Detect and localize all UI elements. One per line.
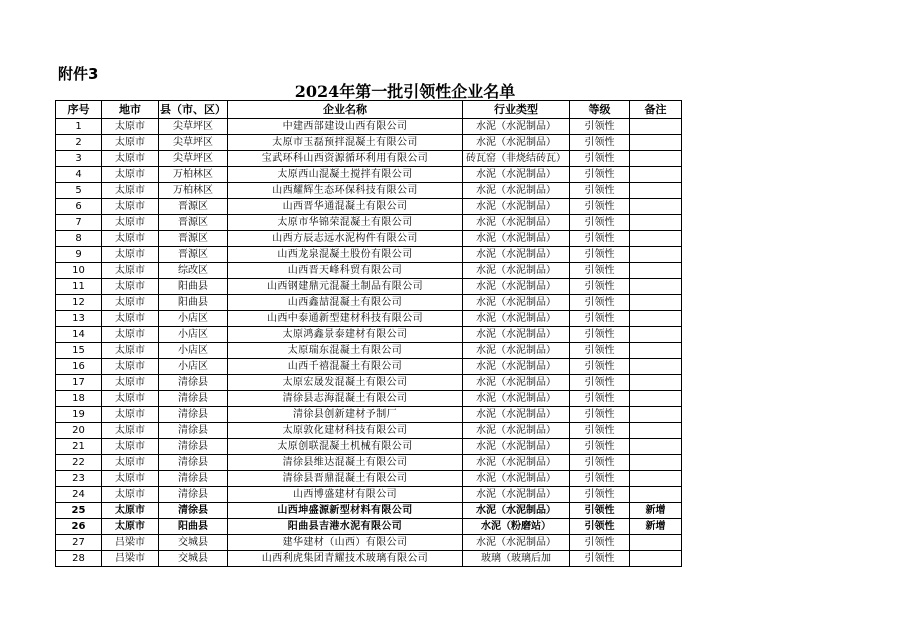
cell-county: 清徐县 <box>159 407 228 423</box>
cell-county: 清徐县 <box>159 375 228 391</box>
table-row <box>56 231 682 247</box>
page-title: 2024年第一批引领性企业名单 <box>294 82 516 101</box>
cell-company: 山西利虎集团青耀技术玻璃有限公司 <box>228 551 463 567</box>
table-row <box>56 327 682 343</box>
cell-no: 27 <box>56 535 102 551</box>
cell-county: 交城县 <box>159 535 228 551</box>
cell-county: 小店区 <box>159 343 228 359</box>
cell-county: 阳曲县 <box>159 295 228 311</box>
cell-city: 太原市 <box>102 343 159 359</box>
cell-level: 引领性 <box>570 327 630 343</box>
table-row <box>56 215 682 231</box>
cell-city: 太原市 <box>102 199 159 215</box>
cell-company: 太原瑞东混凝土有限公司 <box>228 343 463 359</box>
cell-level: 引领性 <box>570 183 630 199</box>
table-row <box>56 455 682 471</box>
cell-no: 2 <box>56 135 102 151</box>
table-row <box>56 407 682 423</box>
cell-company: 阳曲县吉港水泥有限公司 <box>228 519 463 535</box>
cell-county: 万柏林区 <box>159 167 228 183</box>
cell-company: 宝武环科山西资源循环利用有限公司 <box>228 151 463 167</box>
cell-note <box>630 119 682 135</box>
cell-city: 太原市 <box>102 391 159 407</box>
cell-county: 尖草坪区 <box>159 135 228 151</box>
cell-no: 20 <box>56 423 102 439</box>
cell-county: 清徐县 <box>159 471 228 487</box>
cell-industry: 砖瓦窑（非烧结砖瓦） <box>463 151 570 167</box>
column-header-no: 序号 <box>56 101 102 119</box>
cell-note <box>630 375 682 391</box>
table-row <box>56 295 682 311</box>
cell-level: 引领性 <box>570 119 630 135</box>
table-row <box>56 375 682 391</box>
table-row <box>56 199 682 215</box>
cell-industry: 水泥（水泥制品） <box>463 439 570 455</box>
cell-level: 引领性 <box>570 535 630 551</box>
cell-industry: 玻璃（玻璃后加 <box>463 551 570 567</box>
cell-city: 太原市 <box>102 279 159 295</box>
cell-note <box>630 247 682 263</box>
cell-note <box>630 199 682 215</box>
cell-no: 19 <box>56 407 102 423</box>
cell-level: 引领性 <box>570 135 630 151</box>
cell-city: 太原市 <box>102 231 159 247</box>
cell-county: 晋源区 <box>159 231 228 247</box>
cell-company: 山西晋天峰科贸有限公司 <box>228 263 463 279</box>
cell-industry: 水泥（水泥制品） <box>463 167 570 183</box>
cell-city: 太原市 <box>102 263 159 279</box>
cell-city: 太原市 <box>102 423 159 439</box>
cell-county: 尖草坪区 <box>159 119 228 135</box>
cell-level: 引领性 <box>570 359 630 375</box>
cell-no: 25 <box>56 503 102 519</box>
cell-industry: 水泥（水泥制品） <box>463 423 570 439</box>
cell-company: 清徐县维达混凝土有限公司 <box>228 455 463 471</box>
cell-company: 太原市玉磊预拌混凝土有限公司 <box>228 135 463 151</box>
cell-city: 太原市 <box>102 311 159 327</box>
cell-no: 21 <box>56 439 102 455</box>
cell-city: 太原市 <box>102 295 159 311</box>
table-body <box>56 119 682 567</box>
cell-no: 1 <box>56 119 102 135</box>
cell-note <box>630 135 682 151</box>
table-row <box>56 535 682 551</box>
cell-level: 引领性 <box>570 471 630 487</box>
cell-city: 太原市 <box>102 135 159 151</box>
cell-industry: 水泥（水泥制品） <box>463 231 570 247</box>
column-header-note: 备注 <box>630 101 682 119</box>
cell-no: 6 <box>56 199 102 215</box>
enterprise-table <box>55 100 682 567</box>
cell-level: 引领性 <box>570 167 630 183</box>
table-row <box>56 359 682 375</box>
cell-no: 8 <box>56 231 102 247</box>
cell-industry: 水泥（水泥制品） <box>463 359 570 375</box>
cell-no: 3 <box>56 151 102 167</box>
cell-level: 引领性 <box>570 439 630 455</box>
cell-company: 山西方辰志远水泥构件有限公司 <box>228 231 463 247</box>
cell-county: 清徐县 <box>159 455 228 471</box>
column-header-level: 等级 <box>570 101 630 119</box>
cell-level: 引领性 <box>570 343 630 359</box>
cell-industry: 水泥（水泥制品） <box>463 295 570 311</box>
cell-note: 新增 <box>630 503 682 519</box>
cell-county: 阳曲县 <box>159 519 228 535</box>
table-row <box>56 119 682 135</box>
cell-county: 晋源区 <box>159 199 228 215</box>
cell-city: 太原市 <box>102 167 159 183</box>
cell-company: 太原宏晟发混凝土有限公司 <box>228 375 463 391</box>
cell-industry: 水泥（水泥制品） <box>463 263 570 279</box>
cell-city: 太原市 <box>102 375 159 391</box>
cell-note <box>630 263 682 279</box>
cell-company: 建华建材（山西）有限公司 <box>228 535 463 551</box>
column-header-city: 地市 <box>102 101 159 119</box>
cell-level: 引领性 <box>570 311 630 327</box>
cell-company: 清徐县晋鼎混凝土有限公司 <box>228 471 463 487</box>
cell-level: 引领性 <box>570 279 630 295</box>
cell-level: 引领性 <box>570 487 630 503</box>
table-row <box>56 279 682 295</box>
cell-county: 尖草坪区 <box>159 151 228 167</box>
cell-note <box>630 215 682 231</box>
cell-county: 交城县 <box>159 551 228 567</box>
cell-no: 10 <box>56 263 102 279</box>
cell-industry: 水泥（水泥制品） <box>463 535 570 551</box>
cell-industry: 水泥（水泥制品） <box>463 327 570 343</box>
cell-industry: 水泥（水泥制品） <box>463 455 570 471</box>
cell-company: 山西耀辉生态环保科技有限公司 <box>228 183 463 199</box>
cell-city: 太原市 <box>102 215 159 231</box>
cell-no: 24 <box>56 487 102 503</box>
header-row <box>56 101 682 119</box>
cell-city: 太原市 <box>102 439 159 455</box>
attachment-label: 附件3 <box>58 65 99 83</box>
cell-industry: 水泥（水泥制品） <box>463 279 570 295</box>
cell-note <box>630 295 682 311</box>
table-row <box>56 311 682 327</box>
table-row <box>56 135 682 151</box>
cell-industry: 水泥（水泥制品） <box>463 183 570 199</box>
cell-no: 26 <box>56 519 102 535</box>
cell-no: 13 <box>56 311 102 327</box>
cell-county: 清徐县 <box>159 391 228 407</box>
cell-no: 23 <box>56 471 102 487</box>
table-row <box>56 391 682 407</box>
cell-industry: 水泥（水泥制品） <box>463 503 570 519</box>
cell-note <box>630 407 682 423</box>
cell-city: 太原市 <box>102 151 159 167</box>
cell-county: 晋源区 <box>159 215 228 231</box>
cell-note <box>630 455 682 471</box>
cell-industry: 水泥（水泥制品） <box>463 215 570 231</box>
cell-level: 引领性 <box>570 247 630 263</box>
cell-no: 5 <box>56 183 102 199</box>
cell-note <box>630 167 682 183</box>
cell-company: 山西中泰通新型建材科技有限公司 <box>228 311 463 327</box>
cell-no: 11 <box>56 279 102 295</box>
column-header-company: 企业名称 <box>228 101 463 119</box>
cell-county: 清徐县 <box>159 439 228 455</box>
cell-level: 引领性 <box>570 423 630 439</box>
cell-no: 18 <box>56 391 102 407</box>
cell-note <box>630 327 682 343</box>
cell-city: 太原市 <box>102 407 159 423</box>
cell-note: 新增 <box>630 519 682 535</box>
cell-note <box>630 343 682 359</box>
cell-industry: 水泥（水泥制品） <box>463 487 570 503</box>
table-row <box>56 343 682 359</box>
table-row <box>56 439 682 455</box>
cell-no: 15 <box>56 343 102 359</box>
cell-no: 22 <box>56 455 102 471</box>
cell-company: 山西钢建鼎元混凝土制品有限公司 <box>228 279 463 295</box>
cell-city: 吕梁市 <box>102 551 159 567</box>
table-row <box>56 263 682 279</box>
table-row <box>56 471 682 487</box>
cell-note <box>630 487 682 503</box>
cell-industry: 水泥（粉磨站） <box>463 519 570 535</box>
cell-industry: 水泥（水泥制品） <box>463 199 570 215</box>
cell-level: 引领性 <box>570 455 630 471</box>
cell-city: 太原市 <box>102 359 159 375</box>
cell-county: 小店区 <box>159 359 228 375</box>
cell-city: 太原市 <box>102 183 159 199</box>
cell-no: 16 <box>56 359 102 375</box>
cell-county: 综改区 <box>159 263 228 279</box>
cell-city: 太原市 <box>102 247 159 263</box>
cell-note <box>630 535 682 551</box>
cell-level: 引领性 <box>570 503 630 519</box>
cell-city: 太原市 <box>102 487 159 503</box>
cell-note <box>630 183 682 199</box>
cell-note <box>630 359 682 375</box>
cell-city: 吕梁市 <box>102 535 159 551</box>
cell-no: 14 <box>56 327 102 343</box>
cell-county: 清徐县 <box>159 487 228 503</box>
cell-note <box>630 151 682 167</box>
cell-county: 小店区 <box>159 327 228 343</box>
cell-level: 引领性 <box>570 551 630 567</box>
cell-industry: 水泥（水泥制品） <box>463 343 570 359</box>
cell-industry: 水泥（水泥制品） <box>463 391 570 407</box>
cell-industry: 水泥（水泥制品） <box>463 375 570 391</box>
table-row <box>56 423 682 439</box>
cell-city: 太原市 <box>102 327 159 343</box>
cell-company: 中建西部建设山西有限公司 <box>228 119 463 135</box>
cell-industry: 水泥（水泥制品） <box>463 119 570 135</box>
cell-county: 万柏林区 <box>159 183 228 199</box>
cell-city: 太原市 <box>102 519 159 535</box>
cell-company: 太原西山混凝土搅拌有限公司 <box>228 167 463 183</box>
cell-note <box>630 279 682 295</box>
cell-city: 太原市 <box>102 455 159 471</box>
cell-company: 清徐县志海混凝土有限公司 <box>228 391 463 407</box>
table-row <box>56 247 682 263</box>
cell-industry: 水泥（水泥制品） <box>463 471 570 487</box>
table-row <box>56 151 682 167</box>
cell-industry: 水泥（水泥制品） <box>463 247 570 263</box>
cell-company: 太原创联混凝土机械有限公司 <box>228 439 463 455</box>
cell-company: 太原敦化建材科技有限公司 <box>228 423 463 439</box>
cell-company: 山西龙泉混凝土股份有限公司 <box>228 247 463 263</box>
cell-note <box>630 391 682 407</box>
cell-company: 山西博盛建材有限公司 <box>228 487 463 503</box>
table-row <box>56 503 682 519</box>
cell-level: 引领性 <box>570 295 630 311</box>
cell-county: 晋源区 <box>159 247 228 263</box>
cell-no: 9 <box>56 247 102 263</box>
cell-no: 12 <box>56 295 102 311</box>
cell-note <box>630 551 682 567</box>
cell-no: 17 <box>56 375 102 391</box>
cell-note <box>630 423 682 439</box>
cell-city: 太原市 <box>102 471 159 487</box>
table-row <box>56 183 682 199</box>
table-row <box>56 551 682 567</box>
column-header-county: 县（市、区） <box>159 101 228 119</box>
cell-county: 清徐县 <box>159 423 228 439</box>
table-row <box>56 487 682 503</box>
cell-city: 太原市 <box>102 503 159 519</box>
cell-note <box>630 311 682 327</box>
cell-no: 28 <box>56 551 102 567</box>
cell-company: 太原市华锦荣混凝土有限公司 <box>228 215 463 231</box>
cell-county: 清徐县 <box>159 503 228 519</box>
cell-level: 引领性 <box>570 375 630 391</box>
table-row <box>56 519 682 535</box>
cell-level: 引领性 <box>570 231 630 247</box>
cell-level: 引领性 <box>570 407 630 423</box>
cell-no: 7 <box>56 215 102 231</box>
cell-industry: 水泥（水泥制品） <box>463 311 570 327</box>
cell-city: 太原市 <box>102 119 159 135</box>
cell-industry: 水泥（水泥制品） <box>463 135 570 151</box>
column-header-industry: 行业类型 <box>463 101 570 119</box>
cell-company: 山西坤盛源新型材料有限公司 <box>228 503 463 519</box>
cell-level: 引领性 <box>570 215 630 231</box>
cell-county: 阳曲县 <box>159 279 228 295</box>
cell-level: 引领性 <box>570 199 630 215</box>
cell-level: 引领性 <box>570 391 630 407</box>
cell-company: 山西晋华通混凝土有限公司 <box>228 199 463 215</box>
cell-county: 小店区 <box>159 311 228 327</box>
cell-note <box>630 471 682 487</box>
cell-company: 清徐县创新建材予制厂 <box>228 407 463 423</box>
cell-no: 4 <box>56 167 102 183</box>
cell-level: 引领性 <box>570 151 630 167</box>
table-row <box>56 167 682 183</box>
cell-company: 太原鸿鑫景泰建材有限公司 <box>228 327 463 343</box>
cell-industry: 水泥（水泥制品） <box>463 407 570 423</box>
cell-note <box>630 231 682 247</box>
cell-level: 引领性 <box>570 263 630 279</box>
cell-level: 引领性 <box>570 519 630 535</box>
cell-company: 山西千禧混凝土有限公司 <box>228 359 463 375</box>
cell-note <box>630 439 682 455</box>
cell-company: 山西鑫喆混凝土有限公司 <box>228 295 463 311</box>
